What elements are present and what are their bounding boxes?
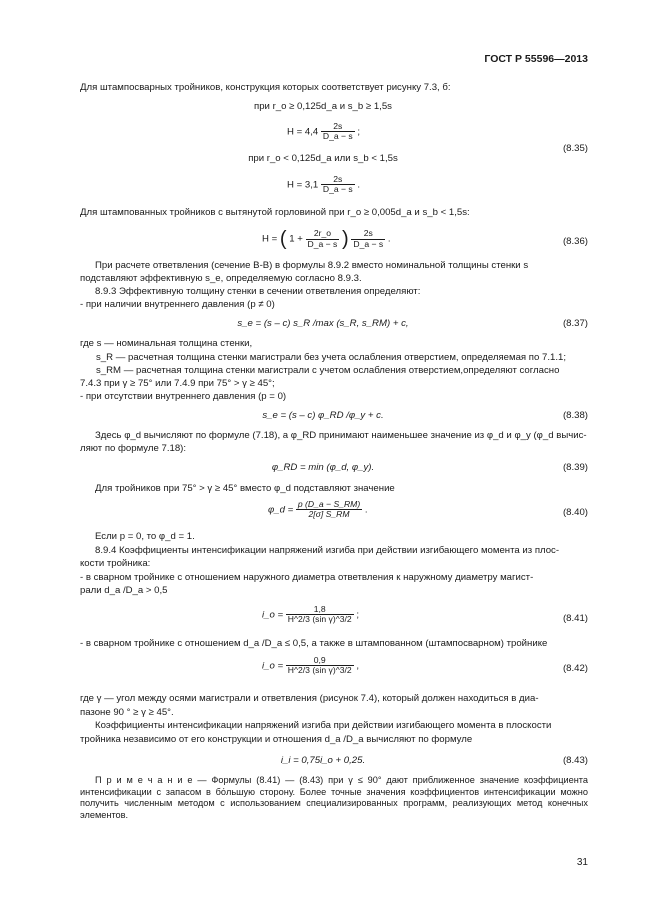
text-line: 7.4.3 при γ ≥ 75° или 7.4.9 при 75° > γ ≥ 45°; bbox=[80, 378, 275, 389]
denominator: H^2/3 (sin γ)^3/2 bbox=[287, 665, 352, 676]
text-line: где γ — угол между осями магистрали и ответвления (рисунок 7.4), который должен находиться в диа- bbox=[80, 693, 539, 704]
fraction bbox=[321, 122, 355, 142]
formula-8-37: s_e = (s – c) s_R /max (s_R, s_RM) + c, bbox=[237, 318, 409, 329]
formula-tail: . bbox=[357, 179, 361, 191]
fraction bbox=[286, 656, 354, 676]
equation-number: (8.37) bbox=[562, 318, 588, 329]
equation-number: (8.40) bbox=[562, 507, 588, 518]
formula-left: i_o = bbox=[262, 609, 284, 621]
text-line: - в сварном тройнике с отношением наружного диаметра ответвления к наружному диаметру магист- bbox=[80, 572, 534, 583]
fraction bbox=[296, 500, 362, 520]
fraction bbox=[321, 175, 355, 195]
equation-number: (8.41) bbox=[562, 613, 588, 624]
formula-left: i_o = bbox=[262, 660, 284, 672]
text-line: рали d_a /D_a > 0,5 bbox=[80, 585, 168, 596]
fraction bbox=[306, 229, 340, 249]
text-line: Для штампованных тройников с вытянутой горловиной при r_o ≥ 0,005d_a и s_b < 1,5s: bbox=[80, 207, 470, 218]
text-line: подставляют эффективную s_e, определяемую согласно 8.9.3. bbox=[80, 273, 362, 284]
text-line: при r_o ≥ 0,125d_a и s_b ≥ 1,5s bbox=[254, 101, 392, 112]
fraction bbox=[351, 229, 385, 249]
formula-left: φ_d = bbox=[268, 504, 294, 516]
numerator: 1,8 bbox=[286, 605, 354, 615]
equation-number: (8.35) bbox=[562, 143, 588, 154]
text-line: Здесь φ_d вычисляют по формуле (7.18), а φ_RD принимают наименьшее значение из φ_d и φ_y (φ_d вычис- bbox=[95, 430, 587, 441]
denominator: D_a − s bbox=[322, 184, 353, 195]
numerator: 2r_o bbox=[306, 229, 340, 239]
text-line: Если p = 0, то φ_d = 1. bbox=[95, 531, 195, 542]
text-line: Коэффициенты интенсификации напряжений изгиба при действии изгибающего момента в плоскости bbox=[95, 720, 552, 731]
text-line: тройника независимо от его конструкции и отношения d_a /D_a вычисляют по формуле bbox=[80, 734, 473, 745]
page-number: 31 bbox=[576, 857, 588, 868]
formula-8-39: φ_RD = min (φ_d, φ_y). bbox=[271, 462, 375, 473]
text-line: 8.9.3 Эффективную толщину стенки в сечении ответвления определяют: bbox=[95, 286, 421, 297]
text-line: при r_o < 0,125d_a или s_b < 1,5s bbox=[248, 153, 398, 164]
text-line: где s — номинальная толщина стенки, bbox=[80, 338, 253, 349]
formula-8-40 bbox=[268, 500, 368, 520]
text-line: 8.9.4 Коэффициенты интенсификации напряжений изгиба при действии изгибающего момента из плос- bbox=[95, 545, 560, 556]
formula-8-35a bbox=[287, 122, 360, 142]
document-id: ГОСТ Р 55596—2013 bbox=[484, 53, 588, 65]
formula-tail: ; bbox=[356, 609, 360, 621]
equation-number: (8.38) bbox=[562, 410, 588, 421]
numerator: p (D_a − S_RM) bbox=[297, 499, 361, 509]
equation-number: (8.42) bbox=[562, 663, 588, 674]
formula-tail: ; bbox=[357, 126, 361, 138]
formula-8-38: s_e = (s – c) φ_RD /φ_y + c. bbox=[262, 410, 384, 421]
text-line: пазоне 90 ° ≥ γ ≥ 45°. bbox=[80, 707, 174, 718]
text-line: s_R — расчетная толщина стенки магистрали без учета ослабления отверстием, определяемая по 7.1.1; bbox=[96, 352, 566, 363]
numerator: 2s bbox=[321, 122, 355, 132]
text-line: При расчете ответвления (сечение В-В) в формулы 8.9.2 вместо номинальной толщины стенки s bbox=[95, 260, 529, 271]
equation-number: (8.43) bbox=[562, 755, 588, 766]
formula-8-36 bbox=[262, 229, 391, 249]
text-line: Для тройников при 75° > γ ≥ 45° вместо φ_d подставляют значение bbox=[95, 483, 395, 494]
formula-part: 1 + bbox=[289, 233, 303, 245]
numerator: 2s bbox=[321, 175, 355, 185]
text-line: s_RM — расчетная толщина стенки магистрали с учетом ослабления отверстием,определяют согласно bbox=[96, 365, 560, 376]
numerator: 2s bbox=[351, 229, 385, 239]
formula-8-41 bbox=[262, 605, 359, 625]
denominator: H^2/3 (sin γ)^3/2 bbox=[287, 614, 352, 625]
text-line: - при наличии внутреннего давления (p ≠ 0) bbox=[80, 299, 275, 310]
equation-number: (8.36) bbox=[562, 236, 588, 247]
formula-8-43: i_i = 0,75i_o + 0,25. bbox=[280, 755, 366, 766]
formula-left: H = bbox=[262, 233, 278, 245]
fraction bbox=[286, 605, 354, 625]
text-line: - в сварном тройнике с отношением d_a /D_a ≤ 0,5, а также в штампованном (штампосварном) тройнике bbox=[80, 638, 548, 649]
denominator: 2[σ] S_RM bbox=[308, 509, 350, 520]
formula-tail: . bbox=[364, 504, 368, 516]
formula-tail: , bbox=[356, 660, 360, 672]
equation-number: (8.39) bbox=[562, 462, 588, 473]
denominator: D_a − s bbox=[353, 238, 384, 249]
formula-8-35b bbox=[287, 175, 360, 195]
note-paragraph: П р и м е ч а н и е — Формулы (8.41) — (8.43) при γ ≤ 90° дают приближенное значение коэффициента интенсификации с запасом в бόльшую сторону. Более точные значения коэффициентов интенсификации можно получить численным методом с использованием специализированных программ, реализующих метод конечных элементов. bbox=[80, 775, 588, 821]
paren-close: ) bbox=[342, 228, 349, 250]
denominator: D_a − s bbox=[322, 131, 353, 142]
formula-left: H = 4,4 bbox=[287, 126, 319, 138]
formula-tail: . bbox=[387, 233, 391, 245]
text-line: ляют по формуле 7.18): bbox=[80, 443, 187, 454]
paren-open: ( bbox=[279, 228, 287, 250]
numerator: 0,9 bbox=[286, 656, 354, 666]
text-line: кости тройника: bbox=[80, 558, 151, 569]
formula-left: H = 3,1 bbox=[287, 179, 319, 191]
denominator: D_a − s bbox=[307, 238, 338, 249]
formula-8-42 bbox=[262, 656, 359, 676]
text-line: Для штампосварных тройников, конструкция которых соответствует рисунку 7.3, б: bbox=[80, 82, 451, 93]
text-line: - при отсутствии внутреннего давления (p = 0) bbox=[80, 391, 287, 402]
